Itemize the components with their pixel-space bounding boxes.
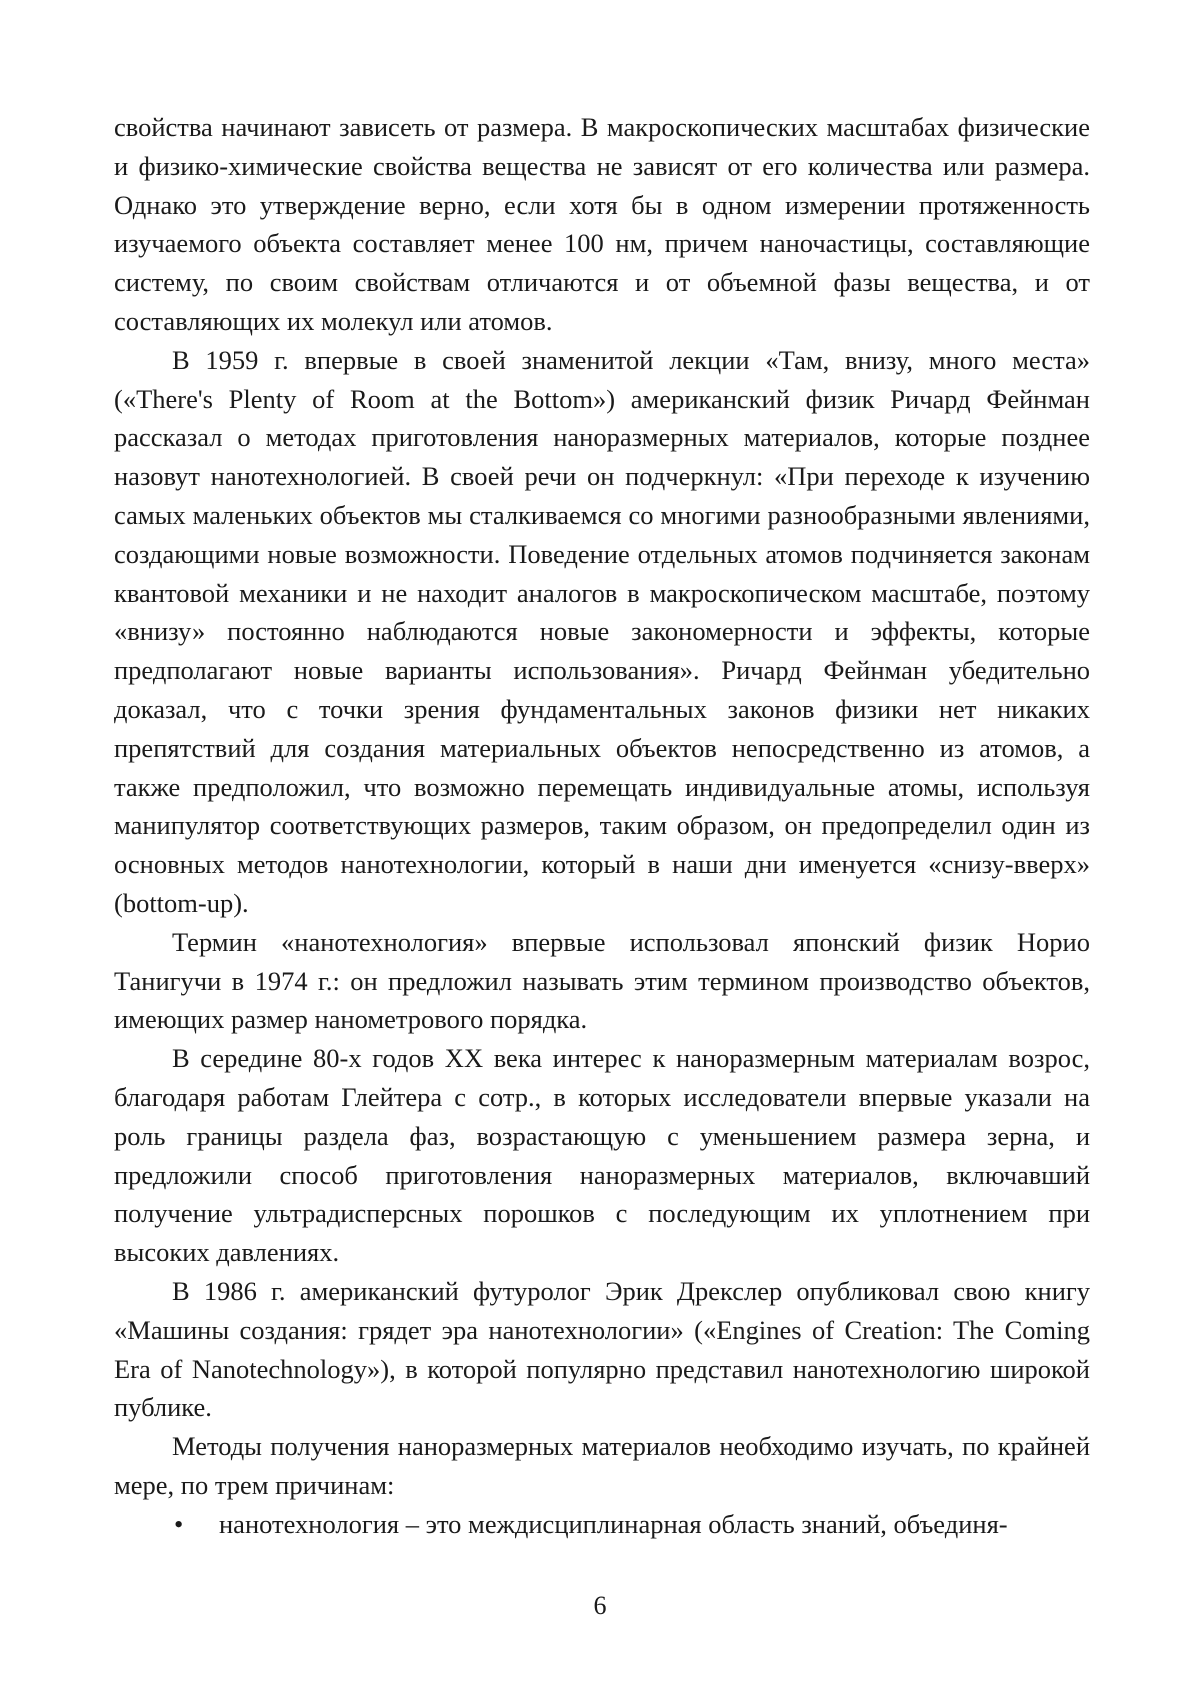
paragraph-continuation: свойства начинают зависеть от размера. В макроскопических масштабах физические и физико-химические свойства вещества не зависят от его количества или размера. Однако это утверждение верно, если хотя бы в одном измерении протяженность изучаемого объекта составляет менее 100 нм, причем наночастицы, составляющие систему, по своим свойствам отличаются и от объемной фазы вещества, и от составляющих их молекул или атомов. [114, 112, 1090, 336]
page-number: 6 [593, 1591, 607, 1620]
bullet-item-text: нанотехнология – это междисциплинарная область знаний, объединя- [219, 1508, 1008, 1539]
paragraph-drexler: В 1986 г. американский футуролог Эрик Дрекслер опубликовал свою книгу «Машины создания: грядет эра нанотехнологии» («Engines of Creation: The Coming Era of Nanotechnology»), в которой популярно представил нанотехнологию широкой публике. [114, 1275, 1090, 1423]
bullet-icon: • [174, 1508, 184, 1539]
paragraph-feynman: В 1959 г. впервые в своей знаменитой лекции «Там, внизу, много места» («There's Plenty of Room at the Bottom») американский физик Ричард Фейнман рассказал о методах приготовления наноразмерных материалов, которые позднее назовут нанотехнологией. В своей речи он подчеркнул: «При переходе к изучению самых маленьких объектов мы сталкиваемся со многими разнообразными явлениями, создающими новые возможности. Поведение отдельных атомов подчиняется законам квантовой механики и не находит аналогов в макроскопическом масштабе, поэтому «внизу» постоянно наблюдаются новые закономерности и эффекты, которые предполагают новые варианты использования». Ричард Фейнман убедительно доказал, что с точки зрения фундаментальных законов физики нет никаких препятствий для создания материальных объектов непосредственно из атомов, а также предположил, что возможно перемещать индивидуальные атомы, используя манипулятор соответствующих размеров, таким образом, он предопределил один из основных методов нанотехнологии, который в наши дни именуется «снизу-вверх» (bottom-up). [114, 344, 1090, 918]
paragraph-methods-intro: Методы получения наноразмерных материалов необходимо изучать, по крайней мере, по трем причинам: [114, 1431, 1090, 1500]
paragraph-gleiter: В середине 80-х годов XX века интерес к наноразмерным материалам возрос, благодаря работам Глейтера с сотр., в которых исследователи впервые указали на роль границы раздела фаз, возрастающую с уменьшением размера зерна, и предложили способ приготовления наноразмерных материалов, включавший получение ультрадисперсных порошков с последующим их уплотнением при высоких давлениях. [114, 1043, 1090, 1268]
paragraph-taniguchi: Термин «нанотехнология» впервые использовал японский физик Норио Танигучи в 1974 г.: он предложил называть этим термином производство объектов, имеющих размер нанометрового порядка. [114, 926, 1090, 1035]
page-body [114, 108, 1090, 1543]
bullet-list-item [114, 1505, 1090, 1544]
